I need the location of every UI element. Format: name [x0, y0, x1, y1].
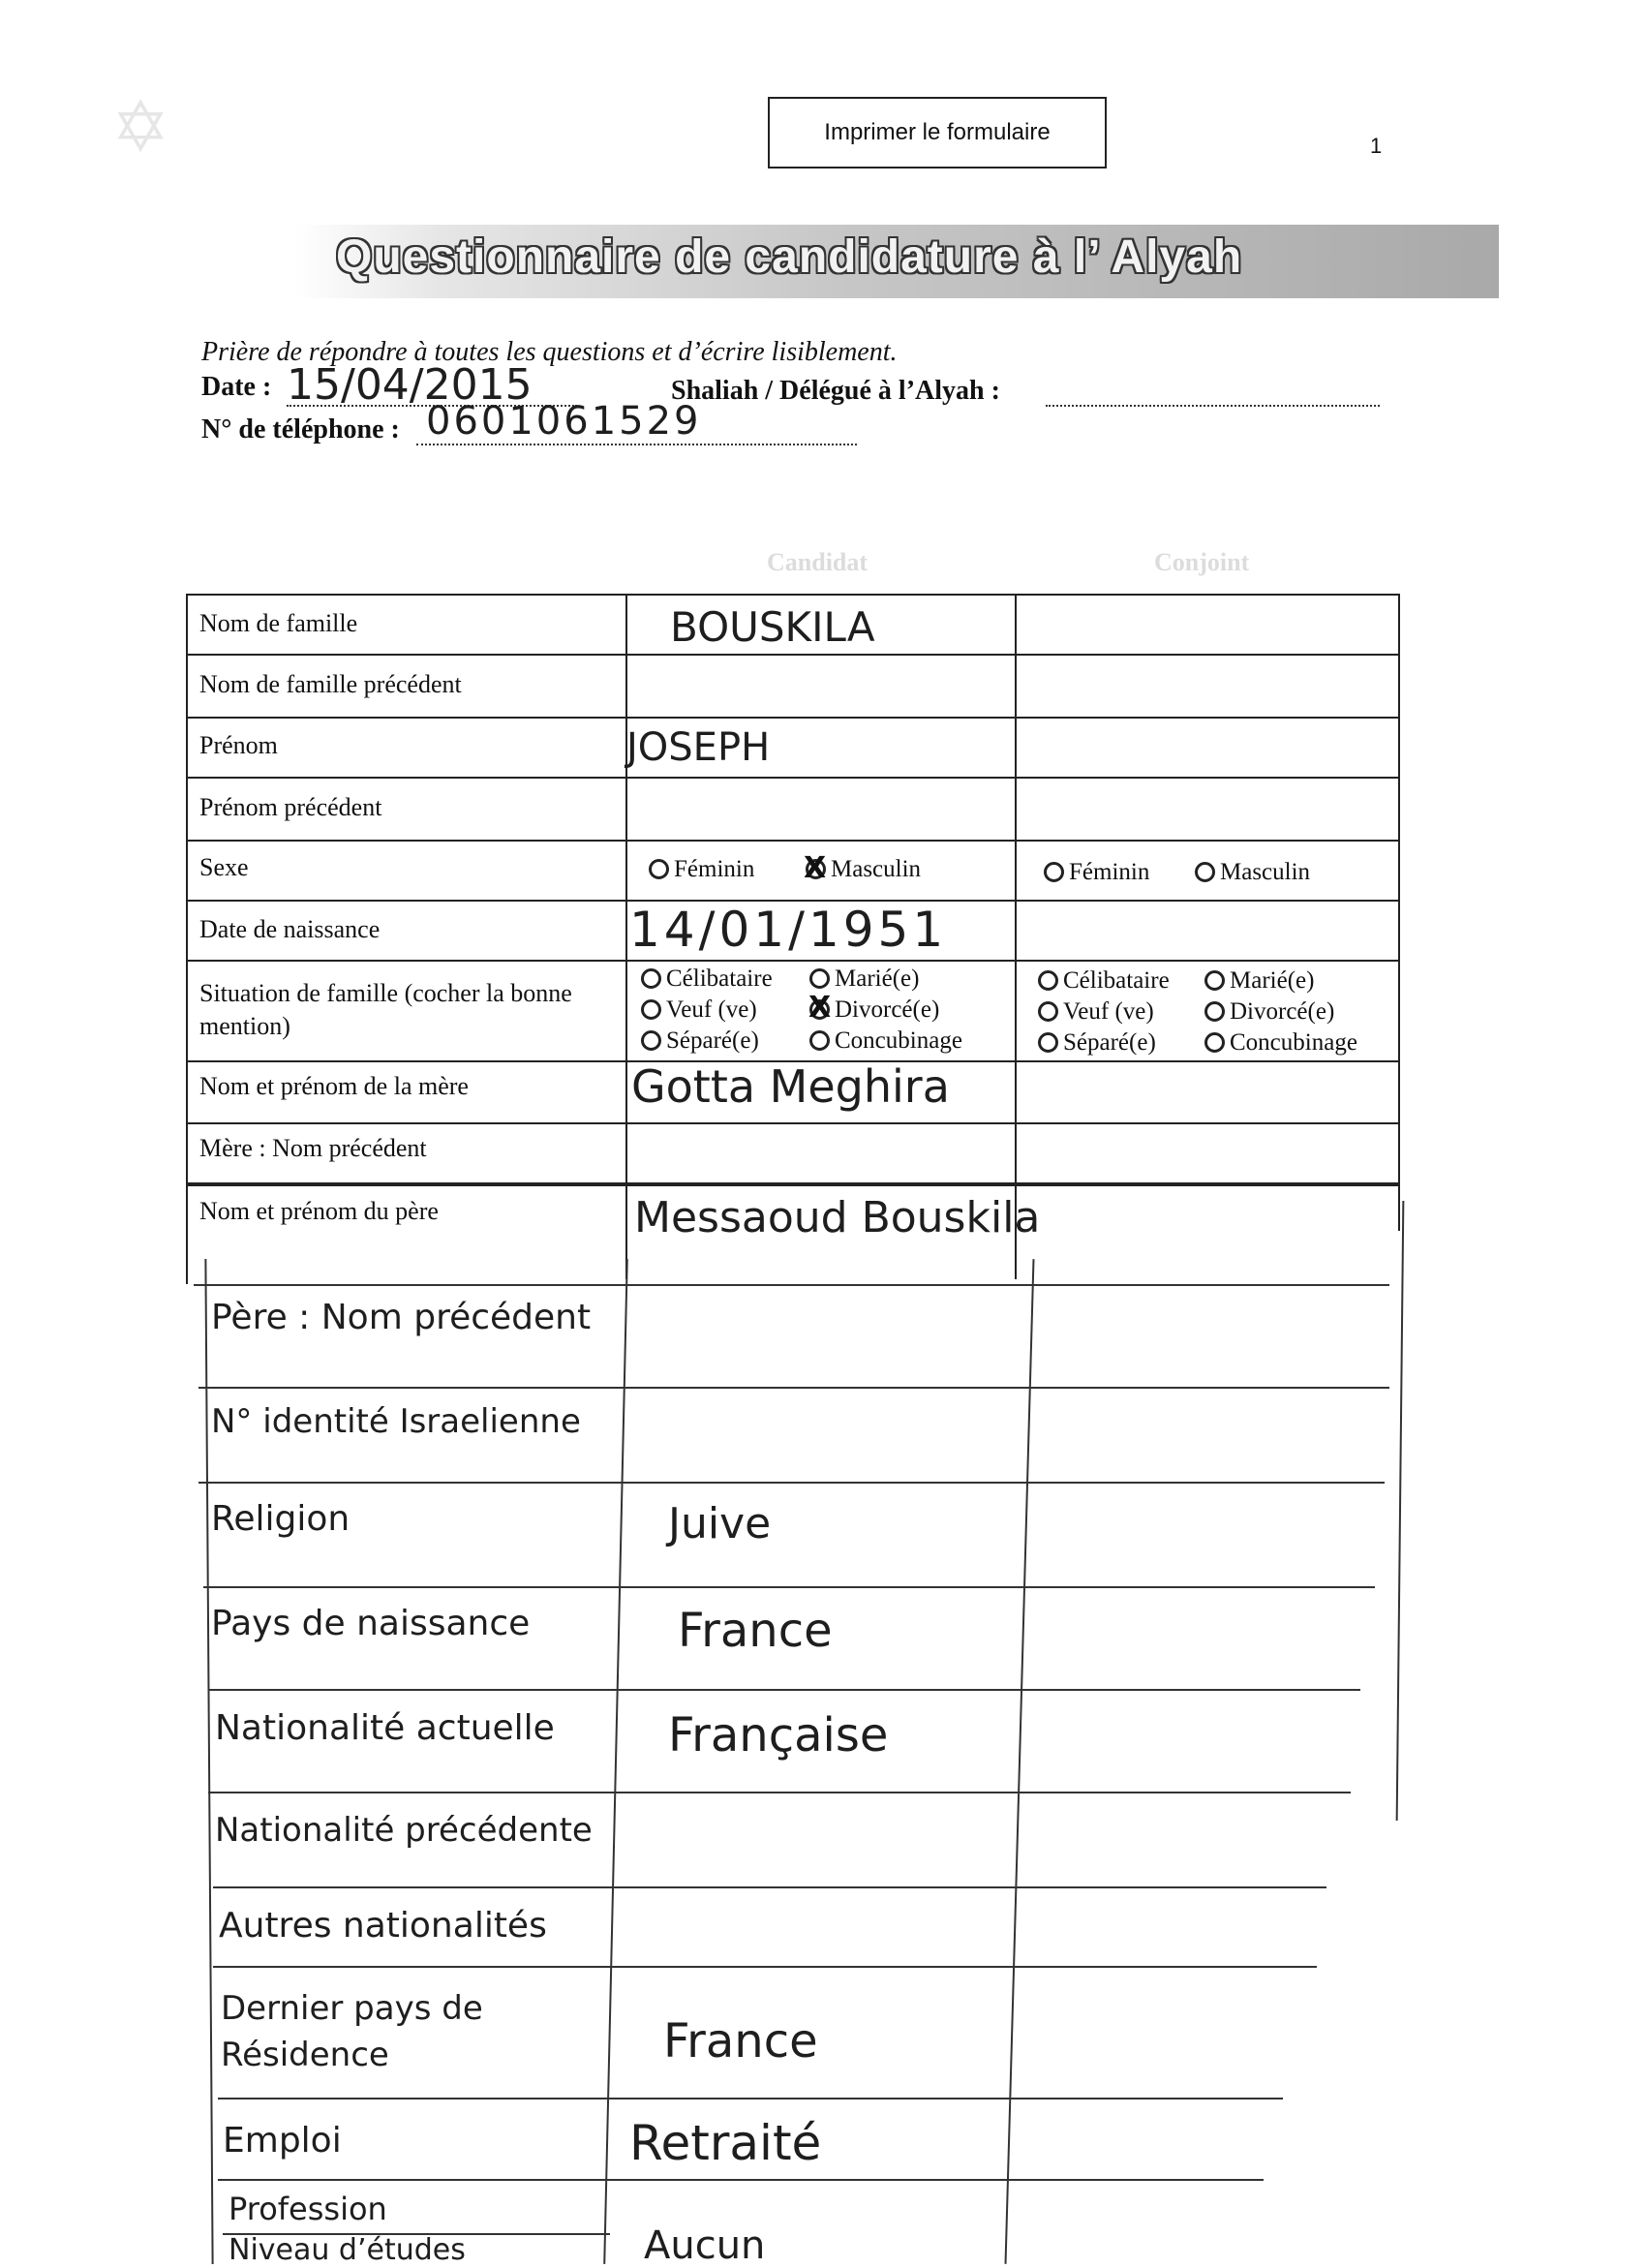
row-label-current-nationality: Nationalité actuelle [215, 1708, 555, 1748]
phone-label: N° de téléphone : [201, 414, 400, 444]
value-first-name[interactable]: JOSEPH [626, 725, 771, 770]
row-label-father-previous-name: Père : Nom précédent [211, 1298, 592, 1337]
candidat-status-celibataire[interactable]: Célibataire [641, 965, 773, 993]
phone-line [416, 444, 857, 445]
radio-icon [1038, 970, 1058, 991]
radio-icon [641, 1030, 661, 1051]
shaliah-label: Shaliah / Délégué à l’Alyah : [671, 376, 1000, 406]
row-label-birth-country: Pays de naissance [211, 1604, 531, 1643]
table-border [1398, 1182, 1400, 1231]
value-birth-date[interactable]: 14/01/1951 [629, 902, 948, 958]
radio-icon [1038, 1001, 1058, 1022]
check-mark-icon: X [808, 991, 832, 1025]
radio-icon [1204, 1001, 1225, 1022]
page-number: 1 [1370, 134, 1383, 158]
conjoint-status-separe[interactable]: Séparé(e) [1038, 1029, 1156, 1057]
value-education-level[interactable]: Aucun [644, 2223, 766, 2268]
row-label-family-status: Situation de famille (cocher la bonne mention) [199, 979, 572, 1040]
agency-logo [111, 86, 615, 189]
row-label-last-name: Nom de famille [199, 609, 358, 637]
conjoint-sex-masculin[interactable]: Masculin [1195, 859, 1310, 886]
row-label-father-name: Nom et prénom du père [199, 1197, 439, 1225]
conjoint-status-marie[interactable]: Marié(e) [1204, 967, 1314, 995]
value-mother-name[interactable]: Gotta Meghira [631, 1060, 950, 1113]
value-last-name[interactable]: BOUSKILA [670, 603, 875, 651]
row-label-birth-date: Date de naissance [199, 915, 381, 943]
radio-icon [641, 968, 661, 989]
conjoint-status-concubinage[interactable]: Concubinage [1204, 1029, 1357, 1057]
row-label-religion: Religion [211, 1499, 351, 1539]
conjoint-status-celibataire[interactable]: Célibataire [1038, 967, 1170, 995]
applicant-table [186, 594, 1400, 1186]
column-header-candidat: Candidat [767, 548, 869, 576]
table-border [186, 1182, 188, 1284]
star-of-david-icon: ✡ [111, 86, 170, 168]
radio-icon [1195, 862, 1215, 882]
column-header-conjoint: Conjoint [1154, 548, 1250, 576]
row-label-last-residence: Dernier pays de Résidence [221, 1989, 483, 2074]
row-label-first-name: Prénom [199, 731, 278, 759]
row-label-employment: Emploi [223, 2121, 342, 2161]
radio-icon [1204, 970, 1225, 991]
candidat-status-marie[interactable]: Marié(e) [809, 965, 919, 993]
conjoint-status-veuf[interactable]: Veuf (ve) [1038, 998, 1154, 1026]
row-label-previous-nationality: Nationalité précédente [215, 1811, 593, 1850]
value-last-residence[interactable]: France [663, 2014, 818, 2069]
radio-icon [1038, 1032, 1058, 1053]
radio-icon [649, 859, 669, 879]
radio-icon [1204, 1032, 1225, 1053]
candidat-status-divorce[interactable]: Divorcé(e) [809, 996, 939, 1024]
value-employment[interactable]: Retraité [629, 2115, 822, 2171]
conjoint-sex-feminin[interactable]: Féminin [1044, 859, 1149, 886]
phone-value[interactable]: 0601061529 [426, 399, 702, 444]
form-title-banner [295, 225, 1499, 298]
value-current-nationality[interactable]: Française [668, 1708, 889, 1762]
row-label-sex: Sexe [199, 853, 249, 881]
radio-icon [809, 1030, 830, 1051]
date-label: Date : [201, 372, 272, 402]
candidat-status-separe[interactable]: Séparé(e) [641, 1027, 759, 1055]
value-birth-country[interactable]: France [678, 1604, 833, 1658]
row-label-education-level: Niveau d’études [229, 2233, 466, 2267]
date-value[interactable]: 15/04/2015 [287, 360, 533, 410]
row-label-mother-previous-name: Mère : Nom précédent [199, 1134, 427, 1162]
value-father-name[interactable]: Messaoud Bouskila [634, 1193, 1041, 1242]
row-label-other-nationalities: Autres nationalités [219, 1906, 547, 1946]
conjoint-status-divorce[interactable]: Divorcé(e) [1204, 998, 1334, 1026]
radio-icon [1044, 862, 1064, 882]
print-form-button[interactable]: Imprimer le formulaire [768, 97, 1107, 169]
page-title: Questionnaire de candidature à l’ Alyah [336, 231, 1243, 283]
row-label-previous-first-name: Prénom précédent [199, 793, 382, 821]
candidat-status-concubinage[interactable]: Concubinage [809, 1027, 962, 1055]
row-label-israeli-id: N° identité Israelienne [211, 1402, 581, 1441]
row-label-profession: Profession [229, 2191, 387, 2227]
radio-icon [641, 999, 661, 1020]
row-label-mother-name: Nom et prénom de la mère [199, 1072, 469, 1100]
candidat-sex-masculin[interactable]: Masculin [806, 856, 921, 883]
radio-icon [809, 968, 830, 989]
instructions-text: Prière de répondre à toutes les questions et d’écrire lisiblement. [201, 337, 898, 367]
candidat-status-veuf[interactable]: Veuf (ve) [641, 996, 757, 1024]
value-religion[interactable]: Juive [668, 1499, 772, 1548]
shaliah-field[interactable] [1046, 405, 1380, 407]
row-label-previous-last-name: Nom de famille précédent [199, 670, 462, 698]
check-mark-icon: X [804, 851, 827, 885]
candidat-sex-feminin[interactable]: Féminin [649, 856, 754, 883]
